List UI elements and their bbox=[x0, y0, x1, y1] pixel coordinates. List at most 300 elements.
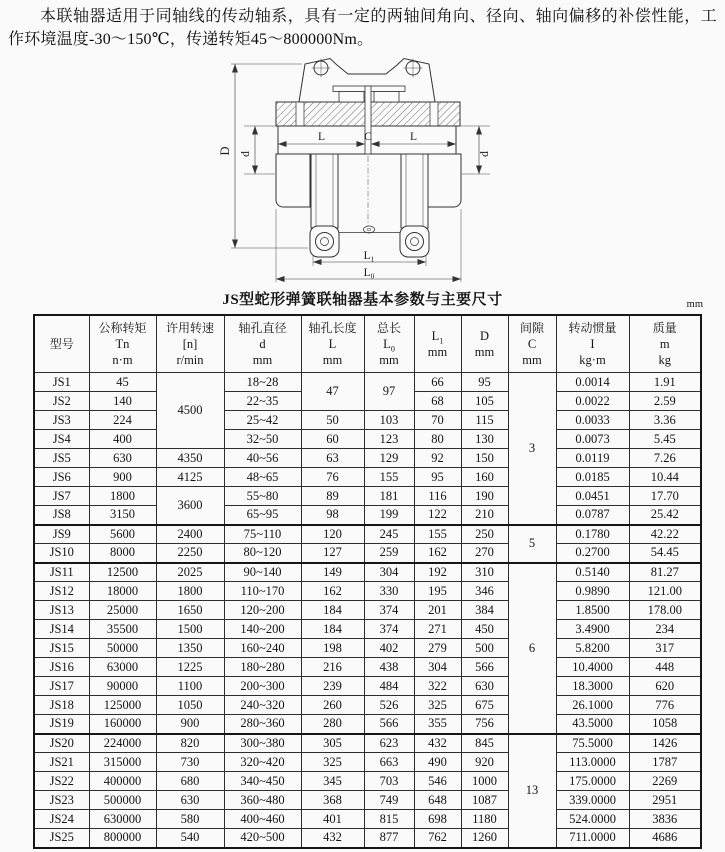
cell-m: 4686 bbox=[629, 829, 701, 848]
cell-C: 13 bbox=[508, 734, 556, 848]
cell-n: 1500 bbox=[156, 620, 224, 639]
cell-model: JS7 bbox=[34, 487, 89, 506]
cell-L: 50 bbox=[301, 411, 364, 430]
cell-m: 81.27 bbox=[629, 563, 701, 582]
cell-L0: 103 bbox=[364, 411, 414, 430]
col-header-mass: 质量 m kg bbox=[629, 315, 701, 373]
cell-D: 346 bbox=[461, 582, 508, 601]
cell-L1: 325 bbox=[414, 696, 461, 715]
cell-L1: 155 bbox=[414, 525, 461, 544]
dim-label-L0: $L_0$ bbox=[363, 267, 375, 281]
cell-model: JS23 bbox=[34, 791, 89, 810]
coupling-legs bbox=[310, 154, 429, 257]
table-row bbox=[34, 753, 701, 772]
cell-m: 2.59 bbox=[629, 392, 701, 411]
cell-L1: 201 bbox=[414, 601, 461, 620]
cell-L0: 304 bbox=[364, 563, 414, 582]
cell-m: 1426 bbox=[629, 734, 701, 753]
cell-L0: 97 bbox=[364, 373, 414, 411]
cell-C: 6 bbox=[508, 563, 556, 734]
coupling-diagram-container bbox=[198, 55, 530, 287]
cell-model: JS13 bbox=[34, 601, 89, 620]
cell-I: 0.2700 bbox=[556, 544, 629, 563]
col-header-clearance: 间隙 C mm bbox=[508, 315, 556, 373]
cell-L0: 181 bbox=[364, 487, 414, 506]
cell-D: 630 bbox=[461, 677, 508, 696]
cell-I: 0.0073 bbox=[556, 430, 629, 449]
cell-L: 47 bbox=[301, 373, 364, 411]
cell-model: JS5 bbox=[34, 449, 89, 468]
cell-model: JS24 bbox=[34, 810, 89, 829]
table-row bbox=[34, 430, 701, 449]
table-row bbox=[34, 696, 701, 715]
cell-D: 450 bbox=[461, 620, 508, 639]
coupling-shaft-ends bbox=[276, 154, 461, 207]
cell-L0: 815 bbox=[364, 810, 414, 829]
cell-L1: 271 bbox=[414, 620, 461, 639]
intro-paragraph: 本联轴器适用于同轴线的传动轴系，具有一定的两轴间角向、径向、轴向偏移的补偿性能，工作环境温度-30～150℃，传递转矩45～800000Nm。 bbox=[8, 8, 717, 48]
cell-I: 0.0451 bbox=[556, 487, 629, 506]
cell-d: 22~35 bbox=[224, 392, 301, 411]
cell-model: JS10 bbox=[34, 544, 89, 563]
cell-L: 216 bbox=[301, 658, 364, 677]
cell-L1: 546 bbox=[414, 772, 461, 791]
cell-L1: 698 bbox=[414, 810, 461, 829]
cell-n: 1050 bbox=[156, 696, 224, 715]
cell-D: 150 bbox=[461, 449, 508, 468]
cell-m: 234 bbox=[629, 620, 701, 639]
cell-L0: 129 bbox=[364, 449, 414, 468]
cell-tn: 630 bbox=[89, 449, 156, 468]
cell-L: 76 bbox=[301, 468, 364, 487]
table-unit-note: mm bbox=[686, 299, 703, 310]
cell-D: 160 bbox=[461, 468, 508, 487]
cell-D: 270 bbox=[461, 544, 508, 563]
cell-d: 90~140 bbox=[224, 563, 301, 582]
cell-I: 0.1780 bbox=[556, 525, 629, 544]
table-row bbox=[34, 810, 701, 829]
col-header-bore-diameter: 轴孔直径 d mm bbox=[224, 315, 301, 373]
cell-L1: 322 bbox=[414, 677, 461, 696]
cell-I: 0.0119 bbox=[556, 449, 629, 468]
cell-D: 1180 bbox=[461, 810, 508, 829]
cell-model: JS12 bbox=[34, 582, 89, 601]
cell-d: 65~95 bbox=[224, 506, 301, 525]
dim-label-C: C bbox=[364, 131, 372, 143]
cell-d: 420~500 bbox=[224, 829, 301, 848]
cell-L0: 245 bbox=[364, 525, 414, 544]
cell-m: 2269 bbox=[629, 772, 701, 791]
cell-L: 60 bbox=[301, 430, 364, 449]
cell-m: 317 bbox=[629, 639, 701, 658]
cell-model: JS11 bbox=[34, 563, 89, 582]
table-row bbox=[34, 582, 701, 601]
cell-tn: 1800 bbox=[89, 487, 156, 506]
cell-tn: 8000 bbox=[89, 544, 156, 563]
col-header-model: 型号 bbox=[34, 315, 89, 373]
cell-tn: 630000 bbox=[89, 810, 156, 829]
cell-L0: 374 bbox=[364, 601, 414, 620]
cell-m: 3836 bbox=[629, 810, 701, 829]
cell-tn: 400000 bbox=[89, 772, 156, 791]
cell-L: 432 bbox=[301, 829, 364, 848]
cell-tn: 125000 bbox=[89, 696, 156, 715]
cell-tn: 45 bbox=[89, 373, 156, 392]
cell-L: 149 bbox=[301, 563, 364, 582]
cell-L1: 192 bbox=[414, 563, 461, 582]
cell-model: JS8 bbox=[34, 506, 89, 525]
cell-n: 680 bbox=[156, 772, 224, 791]
cell-n: 2250 bbox=[156, 544, 224, 563]
cell-L0: 259 bbox=[364, 544, 414, 563]
cell-d: 25~42 bbox=[224, 411, 301, 430]
cell-L: 401 bbox=[301, 810, 364, 829]
cell-L: 368 bbox=[301, 791, 364, 810]
cell-L1: 490 bbox=[414, 753, 461, 772]
cell-m: 178.00 bbox=[629, 601, 701, 620]
cell-L: 162 bbox=[301, 582, 364, 601]
col-header-speed: 许用转速 [n] r/min bbox=[156, 315, 224, 373]
cell-L1: 432 bbox=[414, 734, 461, 753]
table-title: JS型蛇形弹簧联轴器基本参数与主要尺寸 bbox=[222, 292, 503, 308]
cell-d: 180~280 bbox=[224, 658, 301, 677]
cell-m: 1058 bbox=[629, 715, 701, 734]
cell-m: 54.45 bbox=[629, 544, 701, 563]
cell-L0: 374 bbox=[364, 620, 414, 639]
cell-L0: 703 bbox=[364, 772, 414, 791]
cell-I: 26.1000 bbox=[556, 696, 629, 715]
cell-d: 400~460 bbox=[224, 810, 301, 829]
col-header-total-length: 总长 $L_0$ mm bbox=[364, 315, 414, 373]
cell-d: 280~360 bbox=[224, 715, 301, 734]
cell-L0: 438 bbox=[364, 658, 414, 677]
parameters-table bbox=[33, 314, 702, 849]
cell-tn: 5600 bbox=[89, 525, 156, 544]
cell-n: 900 bbox=[156, 715, 224, 734]
cell-n: 1100 bbox=[156, 677, 224, 696]
cell-n: 4350 bbox=[156, 449, 224, 468]
cell-L0: 402 bbox=[364, 639, 414, 658]
cell-tn: 800000 bbox=[89, 829, 156, 848]
cell-L: 305 bbox=[301, 734, 364, 753]
cell-d: 320~420 bbox=[224, 753, 301, 772]
cell-L: 260 bbox=[301, 696, 364, 715]
cell-model: JS19 bbox=[34, 715, 89, 734]
cell-model: JS4 bbox=[34, 430, 89, 449]
cell-L0: 749 bbox=[364, 791, 414, 810]
cell-D: 1087 bbox=[461, 791, 508, 810]
cell-m: 25.42 bbox=[629, 506, 701, 525]
table-row bbox=[34, 373, 701, 392]
cell-d: 200~300 bbox=[224, 677, 301, 696]
cell-tn: 315000 bbox=[89, 753, 156, 772]
col-header-D: D mm bbox=[461, 315, 508, 373]
cell-I: 75.5000 bbox=[556, 734, 629, 753]
cell-D: 566 bbox=[461, 658, 508, 677]
cell-L1: 304 bbox=[414, 658, 461, 677]
cell-m: 3.36 bbox=[629, 411, 701, 430]
cell-D: 210 bbox=[461, 506, 508, 525]
cell-L1: 66 bbox=[414, 373, 461, 392]
cell-I: 0.0033 bbox=[556, 411, 629, 430]
table-row bbox=[34, 411, 701, 430]
dim-label-d-left: d bbox=[240, 151, 252, 157]
cell-D: 384 bbox=[461, 601, 508, 620]
cell-L1: 80 bbox=[414, 430, 461, 449]
parameters-table-container bbox=[33, 314, 702, 849]
cell-n: 580 bbox=[156, 810, 224, 829]
cell-tn: 900 bbox=[89, 468, 156, 487]
cell-n: 1800 bbox=[156, 582, 224, 601]
cell-n: 2400 bbox=[156, 525, 224, 544]
table-row bbox=[34, 677, 701, 696]
cell-I: 0.0787 bbox=[556, 506, 629, 525]
cell-d: 110~170 bbox=[224, 582, 301, 601]
cell-tn: 90000 bbox=[89, 677, 156, 696]
cell-n: 3600 bbox=[156, 487, 224, 525]
cell-d: 140~200 bbox=[224, 620, 301, 639]
cell-L1: 648 bbox=[414, 791, 461, 810]
cell-L: 184 bbox=[301, 620, 364, 639]
cell-C: 5 bbox=[508, 525, 556, 563]
cell-L0: 484 bbox=[364, 677, 414, 696]
table-row bbox=[34, 525, 701, 544]
table-title-row bbox=[0, 288, 725, 312]
cell-model: JS17 bbox=[34, 677, 89, 696]
cell-tn: 140 bbox=[89, 392, 156, 411]
cell-n: 1350 bbox=[156, 639, 224, 658]
cell-D: 105 bbox=[461, 392, 508, 411]
bolt-boss-right bbox=[400, 226, 429, 257]
cell-model: JS25 bbox=[34, 829, 89, 848]
table-row bbox=[34, 544, 701, 563]
cell-D: 250 bbox=[461, 525, 508, 544]
table-row bbox=[34, 829, 701, 848]
cell-model: JS3 bbox=[34, 411, 89, 430]
cell-m: 42.22 bbox=[629, 525, 701, 544]
cell-I: 0.0185 bbox=[556, 468, 629, 487]
dim-label-L-right: L bbox=[409, 131, 418, 143]
cell-D: 310 bbox=[461, 563, 508, 582]
cell-tn: 50000 bbox=[89, 639, 156, 658]
cell-I: 3.4900 bbox=[556, 620, 629, 639]
cell-model: JS20 bbox=[34, 734, 89, 753]
cell-L0: 199 bbox=[364, 506, 414, 525]
cell-I: 0.5140 bbox=[556, 563, 629, 582]
cell-I: 1.8500 bbox=[556, 601, 629, 620]
cell-tn: 224 bbox=[89, 411, 156, 430]
cell-m: 776 bbox=[629, 696, 701, 715]
cell-tn: 25000 bbox=[89, 601, 156, 620]
cell-tn: 224000 bbox=[89, 734, 156, 753]
header-row bbox=[34, 315, 701, 373]
col-header-torque: 公称转矩 Tn n·m bbox=[89, 315, 156, 373]
table-row bbox=[34, 563, 701, 582]
cell-d: 48~65 bbox=[224, 468, 301, 487]
cell-L1: 92 bbox=[414, 449, 461, 468]
cell-d: 300~380 bbox=[224, 734, 301, 753]
cell-model: JS15 bbox=[34, 639, 89, 658]
cell-tn: 18000 bbox=[89, 582, 156, 601]
cell-D: 500 bbox=[461, 639, 508, 658]
cell-L0: 663 bbox=[364, 753, 414, 772]
cell-I: 0.9890 bbox=[556, 582, 629, 601]
cell-L1: 68 bbox=[414, 392, 461, 411]
cell-d: 120~200 bbox=[224, 601, 301, 620]
cell-model: JS18 bbox=[34, 696, 89, 715]
table-row bbox=[34, 791, 701, 810]
cell-d: 80~120 bbox=[224, 544, 301, 563]
cell-L: 325 bbox=[301, 753, 364, 772]
cell-d: 240~320 bbox=[224, 696, 301, 715]
col-header-bore-length: 轴孔长度 L mm bbox=[301, 315, 364, 373]
cell-I: 18.3000 bbox=[556, 677, 629, 696]
cell-L1: 279 bbox=[414, 639, 461, 658]
table-body bbox=[34, 373, 701, 848]
cell-n: 1650 bbox=[156, 601, 224, 620]
cell-L0: 123 bbox=[364, 430, 414, 449]
cell-tn: 63000 bbox=[89, 658, 156, 677]
cell-I: 10.4000 bbox=[556, 658, 629, 677]
cell-L: 239 bbox=[301, 677, 364, 696]
cell-I: 711.0000 bbox=[556, 829, 629, 848]
table-row bbox=[34, 715, 701, 734]
cell-tn: 160000 bbox=[89, 715, 156, 734]
table-row bbox=[34, 468, 701, 487]
cell-L0: 155 bbox=[364, 468, 414, 487]
table-row bbox=[34, 772, 701, 791]
cell-L0: 566 bbox=[364, 715, 414, 734]
cell-I: 524.0000 bbox=[556, 810, 629, 829]
cell-L1: 116 bbox=[414, 487, 461, 506]
cell-L1: 95 bbox=[414, 468, 461, 487]
cell-n: 540 bbox=[156, 829, 224, 848]
cell-I: 175.0000 bbox=[556, 772, 629, 791]
table-row bbox=[34, 639, 701, 658]
cell-L: 184 bbox=[301, 601, 364, 620]
cell-D: 190 bbox=[461, 487, 508, 506]
cell-L0: 526 bbox=[364, 696, 414, 715]
cell-D: 95 bbox=[461, 373, 508, 392]
col-header-L1: $L_1$ mm bbox=[414, 315, 461, 373]
cell-model: JS2 bbox=[34, 392, 89, 411]
cell-I: 113.0000 bbox=[556, 753, 629, 772]
gap-c bbox=[365, 86, 371, 154]
cell-n: 630 bbox=[156, 791, 224, 810]
cell-n: 820 bbox=[156, 734, 224, 753]
cell-I: 339.0000 bbox=[556, 791, 629, 810]
cell-L1: 355 bbox=[414, 715, 461, 734]
cell-d: 160~240 bbox=[224, 639, 301, 658]
cell-L: 63 bbox=[301, 449, 364, 468]
cell-model: JS21 bbox=[34, 753, 89, 772]
cell-L: 280 bbox=[301, 715, 364, 734]
cell-n: 4125 bbox=[156, 468, 224, 487]
cell-m: 620 bbox=[629, 677, 701, 696]
cell-model: JS14 bbox=[34, 620, 89, 639]
cell-d: 18~28 bbox=[224, 373, 301, 392]
cell-tn: 500000 bbox=[89, 791, 156, 810]
cell-D: 675 bbox=[461, 696, 508, 715]
cell-model: JS6 bbox=[34, 468, 89, 487]
table-row bbox=[34, 449, 701, 468]
dim-label-d-right: d bbox=[479, 151, 491, 157]
cell-L1: 762 bbox=[414, 829, 461, 848]
cell-L1: 70 bbox=[414, 411, 461, 430]
cell-n: 2025 bbox=[156, 563, 224, 582]
cell-n: 730 bbox=[156, 753, 224, 772]
cell-L1: 162 bbox=[414, 544, 461, 563]
cell-L: 345 bbox=[301, 772, 364, 791]
cell-d: 55~80 bbox=[224, 487, 301, 506]
cell-I: 0.0014 bbox=[556, 373, 629, 392]
cell-m: 10.44 bbox=[629, 468, 701, 487]
cell-m: 5.45 bbox=[629, 430, 701, 449]
cell-model: JS1 bbox=[34, 373, 89, 392]
cell-L1: 122 bbox=[414, 506, 461, 525]
cell-L: 198 bbox=[301, 639, 364, 658]
cell-D: 920 bbox=[461, 753, 508, 772]
cell-D: 1260 bbox=[461, 829, 508, 848]
cell-I: 43.5000 bbox=[556, 715, 629, 734]
cell-I: 5.8200 bbox=[556, 639, 629, 658]
table-row bbox=[34, 506, 701, 525]
cell-L0: 877 bbox=[364, 829, 414, 848]
cell-L0: 623 bbox=[364, 734, 414, 753]
cell-d: 75~110 bbox=[224, 525, 301, 544]
cell-d: 40~56 bbox=[224, 449, 301, 468]
cell-m: 1787 bbox=[629, 753, 701, 772]
cell-tn: 3150 bbox=[89, 506, 156, 525]
cell-L: 98 bbox=[301, 506, 364, 525]
table-row bbox=[34, 620, 701, 639]
dim-label-L-left: L bbox=[317, 131, 326, 143]
coupling-diagram bbox=[198, 55, 530, 287]
cell-L: 89 bbox=[301, 487, 364, 506]
cell-L: 120 bbox=[301, 525, 364, 544]
cell-D: 115 bbox=[461, 411, 508, 430]
cell-C: 3 bbox=[508, 373, 556, 525]
cell-tn: 12500 bbox=[89, 563, 156, 582]
cell-m: 121.00 bbox=[629, 582, 701, 601]
table-row bbox=[34, 658, 701, 677]
cell-m: 7.26 bbox=[629, 449, 701, 468]
cell-D: 756 bbox=[461, 715, 508, 734]
cell-L1: 195 bbox=[414, 582, 461, 601]
table-row bbox=[34, 734, 701, 753]
cell-model: JS16 bbox=[34, 658, 89, 677]
cell-L0: 330 bbox=[364, 582, 414, 601]
bolt-boss-left bbox=[310, 226, 339, 257]
cell-d: 340~450 bbox=[224, 772, 301, 791]
cell-model: JS22 bbox=[34, 772, 89, 791]
cell-m: 1.91 bbox=[629, 373, 701, 392]
cell-D: 845 bbox=[461, 734, 508, 753]
cell-I: 0.0022 bbox=[556, 392, 629, 411]
cell-L: 127 bbox=[301, 544, 364, 563]
cell-D: 1000 bbox=[461, 772, 508, 791]
cell-n: 4500 bbox=[156, 373, 224, 449]
cell-tn: 35500 bbox=[89, 620, 156, 639]
table-row bbox=[34, 601, 701, 620]
cell-D: 130 bbox=[461, 430, 508, 449]
dim-label-D: D bbox=[218, 146, 232, 156]
cell-m: 17.70 bbox=[629, 487, 701, 506]
cell-model: JS9 bbox=[34, 525, 89, 544]
table-row bbox=[34, 487, 701, 506]
cell-m: 2951 bbox=[629, 791, 701, 810]
cell-d: 32~50 bbox=[224, 430, 301, 449]
